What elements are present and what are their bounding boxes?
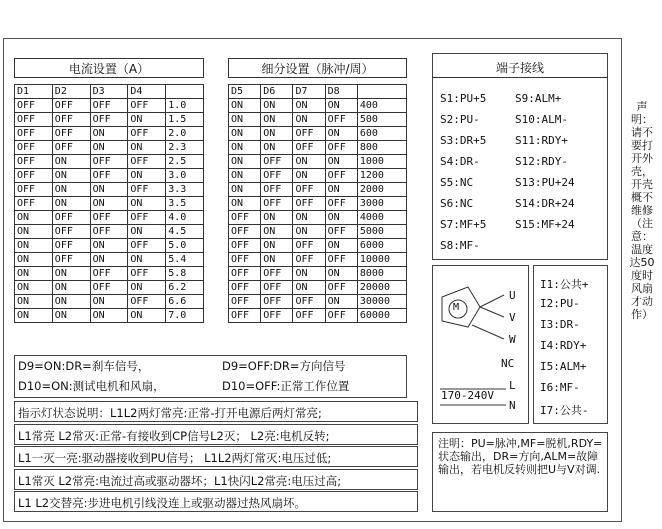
table-header-row [15,85,204,99]
terminal-item: S10:ALM- [515,113,568,126]
d10-on-note: D10=ON:测试电机和风扇， [18,379,165,393]
table-header-cell: D7 [293,85,325,99]
table-cell: OFF [325,141,357,155]
table-cell: ON [293,267,325,281]
table-header-cell: D8 [325,85,357,99]
table-cell: ON [52,183,90,197]
table-cell: ON [15,295,53,309]
table-row [229,169,407,183]
table-cell: OFF [52,253,90,267]
terminal-item: I6:MF- [540,381,580,394]
table-cell: ON [128,197,166,211]
table-cell: OFF [261,155,293,169]
table-cell: 1000 [357,155,406,169]
phase-label: NC [501,357,515,370]
table-cell: OFF [128,183,166,197]
table-cell: OFF [52,141,90,155]
led-note: L1常亮 L2常灭:正常-有接收到CP信号L2灭； L2亮:电机反转; [18,428,330,443]
current-settings-table [14,84,204,323]
table-cell: OFF [15,113,53,127]
table-cell: 7.0 [166,309,204,323]
table-cell: ON [229,197,261,211]
terminal-title: 端子接线 [432,58,608,78]
table-cell: 4000 [357,211,406,225]
table-cell: ON [15,239,53,253]
led-note: L1 L2交替亮:步进电机引线没连上或驱动器过热风扇坏。 [18,496,306,510]
table-cell: ON [261,239,293,253]
table-cell: ON [261,113,293,127]
table-cell: ON [325,127,357,141]
remark-text: 注明：PU=脉冲,MF=脱机,RDY=状态输出，DR=方向,ALM=故障输出，若电机反转则把U与V对调. [438,437,603,476]
terminal-item: S2:PU- [440,113,480,126]
table-header-cell: D6 [261,85,293,99]
table-row [229,309,407,323]
table-cell: 10000 [357,253,406,267]
table-row [15,211,204,225]
table-row [15,197,204,211]
table-cell: 1.0 [166,99,204,113]
table-cell: OFF [325,225,357,239]
table-cell: OFF [229,239,261,253]
table-cell: OFF [293,183,325,197]
table-row [229,183,407,197]
table-cell: ON [293,169,325,183]
table-row [229,113,407,127]
table-row [229,281,407,295]
table-cell: ON [293,211,325,225]
table-cell: ON [293,99,325,113]
table-cell: ON [293,281,325,295]
led-note-box [14,401,418,422]
side-notice: 声明：请不要打开外壳，开壳概不维修（注意：温度达50度时风扇才动作） [629,100,655,321]
terminal-item: I1:公共+ [540,278,589,291]
table-cell: ON [52,281,90,295]
table-cell: OFF [15,197,53,211]
table-cell: OFF [90,113,128,127]
table-row [229,267,407,281]
table-row [229,225,407,239]
table-cell: ON [52,295,90,309]
table-cell: ON [90,183,128,197]
table-row [15,113,204,127]
table-row [229,253,407,267]
table-cell: ON [15,267,53,281]
table-cell: ON [261,141,293,155]
terminal-item: S7:MF+5 [440,218,487,231]
table-cell: 3.0 [166,169,204,183]
table-cell: OFF [261,309,293,323]
table-cell: ON [90,309,128,323]
table-cell: OFF [90,99,128,113]
table-cell: OFF [15,141,53,155]
table-cell: ON [90,127,128,141]
table-cell: ON [52,197,90,211]
table-cell: ON [52,155,90,169]
table-cell: 6.2 [166,281,204,295]
voltage-label: 170-240V [441,389,494,402]
table-cell: OFF [325,197,357,211]
table-cell: OFF [293,127,325,141]
table-cell: ON [128,225,166,239]
table-cell: 500 [357,113,406,127]
table-row [229,155,407,169]
table-cell: OFF [90,169,128,183]
table-cell: ON [261,127,293,141]
table-cell: 6000 [357,239,406,253]
table-cell: 6.6 [166,295,204,309]
terminal-item: S6:NC [440,197,474,210]
table-cell: 3.3 [166,183,204,197]
table-cell: ON [293,225,325,239]
table-header-cell: D2 [52,85,90,99]
table-cell: 5000 [357,225,406,239]
table-row [15,225,204,239]
table-cell: 5.0 [166,239,204,253]
table-header-cell: D5 [229,85,261,99]
table-cell: ON [15,281,53,295]
table-cell: ON [90,141,128,155]
table-cell: OFF [325,113,357,127]
table-row [15,141,204,155]
table-cell: 3000 [357,197,406,211]
table-row [229,295,407,309]
table-row [15,127,204,141]
table-cell: ON [229,183,261,197]
microstep-settings-title: 细分设置（脉冲/周） [228,58,407,78]
table-cell: ON [90,295,128,309]
d10-off-note: D10=OFF:正常工作位置 [222,379,350,393]
table-cell: ON [128,281,166,295]
table-row [229,141,407,155]
table-row [229,211,407,225]
table-cell: OFF [15,99,53,113]
table-cell: OFF [52,99,90,113]
table-cell: ON [293,155,325,169]
table-cell: ON [229,141,261,155]
table-cell: OFF [128,155,166,169]
microstep-settings-table [228,84,407,323]
table-cell: ON [261,225,293,239]
led-note-box [14,424,418,445]
table-cell: OFF [15,169,53,183]
terminal-item: I5:ALM+ [540,360,587,373]
table-cell: OFF [229,309,261,323]
table-cell: 3.5 [166,197,204,211]
table-cell: OFF [229,267,261,281]
table-cell: 30000 [357,295,406,309]
table-cell: OFF [128,239,166,253]
table-cell: OFF [261,267,293,281]
table-row [229,239,407,253]
table-cell: OFF [325,309,357,323]
table-cell: ON [15,225,53,239]
phase-label: N [509,399,516,412]
table-cell: ON [15,309,53,323]
led-note: L1常灭 L2常亮:电流过高或驱动器坏；L1快闪L2常亮:电压过高; [18,473,342,488]
table-cell: OFF [128,127,166,141]
table-cell: 2.0 [166,127,204,141]
table-cell: 8000 [357,267,406,281]
table-row [15,281,204,295]
table-cell: OFF [52,211,90,225]
table-cell: ON [293,113,325,127]
phase-label: W [509,333,516,346]
table-cell: OFF [52,239,90,253]
table-cell: ON [325,183,357,197]
table-cell: OFF [15,155,53,169]
table-cell: ON [325,155,357,169]
table-header-cell [166,85,204,99]
table-cell: 4.0 [166,211,204,225]
table-cell: ON [325,267,357,281]
table-header-cell: D3 [90,85,128,99]
terminal-item: S3:DR+5 [440,134,487,147]
phase-label: U [509,289,516,302]
table-cell: 2000 [357,183,406,197]
phase-label: V [509,311,516,324]
table-cell: 400 [357,99,406,113]
table-row [15,155,204,169]
table-cell: ON [128,141,166,155]
terminal-item: S13:PU+24 [515,176,575,189]
table-cell: ON [261,99,293,113]
table-cell: OFF [293,239,325,253]
current-settings-title: 电流设置（A） [14,58,204,78]
d9-off-note: D9=OFF:DR=方向信号 [222,359,346,373]
terminal-item: I2:PU- [540,297,580,310]
table-cell: OFF [90,225,128,239]
led-note: 指示灯状态说明：L1L2两灯常亮:正常-打开电源后两灯常亮; [18,406,322,420]
table-cell: ON [90,253,128,267]
table-cell: ON [229,127,261,141]
table-cell: 60000 [357,309,406,323]
table-cell: ON [128,253,166,267]
table-header-row [229,85,407,99]
table-row [15,309,204,323]
led-note-box [14,491,418,512]
table-cell: OFF [229,281,261,295]
table-header-cell [357,85,406,99]
table-cell: ON [229,113,261,127]
table-cell: ON [261,211,293,225]
table-cell: OFF [293,141,325,155]
table-cell: OFF [128,295,166,309]
table-cell: OFF [90,155,128,169]
table-cell: OFF [293,253,325,267]
table-cell: OFF [15,127,53,141]
led-note-box [14,446,418,467]
table-cell: ON [90,197,128,211]
terminal-item: S15:MF+24 [515,218,575,231]
table-row [15,267,204,281]
terminal-item: S5:NC [440,176,474,189]
table-header-cell: D4 [128,85,166,99]
table-cell: 5.4 [166,253,204,267]
table-cell: OFF [128,99,166,113]
terminal-item: S9:ALM+ [515,92,562,105]
table-cell: OFF [325,169,357,183]
table-cell: 4.5 [166,225,204,239]
table-cell: OFF [261,197,293,211]
terminal-item: S4:DR- [440,155,480,168]
table-cell: 2.5 [166,155,204,169]
terminal-item: I7:公共- [540,404,589,417]
table-cell: ON [128,309,166,323]
table-row [15,253,204,267]
phase-label: L [509,379,516,392]
table-cell: OFF [325,281,357,295]
table-row [15,295,204,309]
motor-symbol: M [453,302,460,313]
table-cell: OFF [293,295,325,309]
table-cell: 20000 [357,281,406,295]
table-cell: OFF [128,267,166,281]
table-cell: OFF [229,253,261,267]
table-cell: OFF [229,295,261,309]
table-cell: OFF [261,183,293,197]
table-cell: OFF [325,253,357,267]
terminal-item: S14:DR+24 [515,197,575,210]
table-cell: ON [325,99,357,113]
table-cell: ON [15,211,53,225]
table-cell: ON [52,309,90,323]
table-cell: ON [128,169,166,183]
table-cell: OFF [90,281,128,295]
table-cell: ON [229,99,261,113]
led-note: L1一灭一亮:驱动器接收到PU信号； L1L2两灯常灭:电压过低; [18,451,332,465]
table-row [229,197,407,211]
table-cell: 600 [357,127,406,141]
table-cell: ON [229,155,261,169]
table-cell: ON [325,239,357,253]
table-cell: OFF [229,225,261,239]
table-cell: OFF [128,211,166,225]
table-cell: OFF [293,197,325,211]
led-note-box [14,469,418,490]
table-cell: ON [52,169,90,183]
table-row [15,169,204,183]
table-cell: OFF [90,211,128,225]
table-cell: OFF [52,127,90,141]
table-cell: ON [325,211,357,225]
terminal-item: I4:RDY+ [540,339,587,352]
table-cell: OFF [261,169,293,183]
table-cell: 1200 [357,169,406,183]
table-cell: OFF [293,309,325,323]
table-row [229,99,407,113]
table-cell: OFF [52,113,90,127]
table-cell: ON [15,253,53,267]
table-row [15,99,204,113]
table-cell: ON [261,253,293,267]
table-cell: ON [90,239,128,253]
table-cell: ON [229,169,261,183]
table-cell: ON [325,295,357,309]
table-cell: OFF [261,295,293,309]
table-row [229,127,407,141]
terminal-item: S11:RDY+ [515,134,568,147]
terminal-item: S12:RDY- [515,155,568,168]
table-cell: ON [52,267,90,281]
terminal-item: S1:PU+5 [440,92,487,105]
table-cell: OFF [15,183,53,197]
table-row [15,239,204,253]
table-cell: 5.8 [166,267,204,281]
table-header-cell: D1 [15,85,53,99]
terminal-item: S8:MF- [440,239,480,252]
table-cell: OFF [261,281,293,295]
table-cell: OFF [90,267,128,281]
table-row [15,183,204,197]
table-cell: OFF [229,211,261,225]
table-cell: 2.3 [166,141,204,155]
table-cell: OFF [52,225,90,239]
table-cell: ON [128,113,166,127]
table-cell: 1.5 [166,113,204,127]
table-cell: 800 [357,141,406,155]
d9-on-note: D9=ON:DR=刹车信号， [18,359,150,373]
terminal-item: I3:DR- [540,318,580,331]
